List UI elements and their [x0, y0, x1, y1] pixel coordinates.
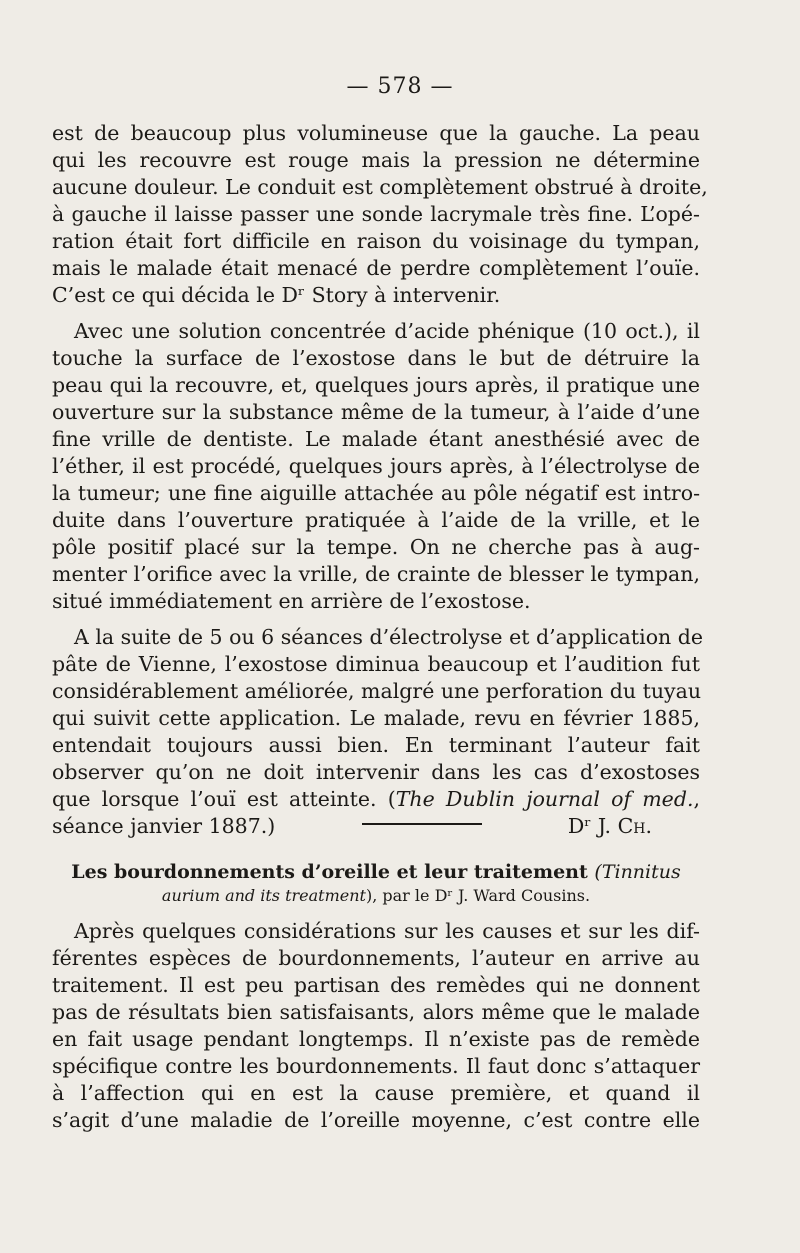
author-signature: Dʳ J. Ch.: [567, 814, 652, 838]
text-line: menter l’orifice avec la vrille, de crainte de blesser le tympan,: [52, 562, 700, 586]
article-heading: [52, 860, 700, 908]
text-line: qui suivit cette application. Le malade, revu en février 1885,: [52, 706, 700, 730]
article-subtitle-italic: aurium and its treatment: [161, 886, 366, 905]
text-line: férentes espèces de bourdonnements, l’auteur en arrive au: [52, 946, 700, 970]
paragraph-1: [52, 120, 708, 309]
text-line: [52, 786, 700, 813]
text-line: ration était fort difficile en raison du voisinage du tympan,: [52, 229, 700, 253]
text-line: A la suite de 5 ou 6 séances d’électrolyse et d’application de: [74, 625, 704, 649]
text-plain: que lorsque l’ouï est atteinte. (: [52, 787, 396, 811]
text-line: à l’affection qui en est la cause première, et quand il: [52, 1081, 700, 1105]
text-line: situé immédiatement en arrière de l’exostose.: [52, 589, 531, 613]
article-subtitle: [52, 884, 700, 908]
paragraph-4: [52, 918, 700, 1134]
citation-date: séance janvier 1887.): [52, 814, 276, 838]
text-line: considérablement améliorée, malgré une perforation du tuyau: [52, 679, 702, 703]
text-line: observer qu’on ne doit intervenir dans les cas d’exostoses: [52, 760, 700, 784]
signature-line: [52, 813, 700, 840]
text-line: en fait usage pendant longtemps. Il n’existe pas de remède: [52, 1027, 700, 1051]
text-line: qui les recouvre est rouge mais la pression ne détermine: [52, 148, 700, 172]
text-line: l’éther, il est procédé, quelques jours après, à l’électrolyse de: [52, 454, 700, 478]
text-plain: ,: [693, 787, 700, 811]
text-line: ouverture sur la substance même de la tumeur, à l’aide d’une: [52, 400, 700, 424]
text-line: entendait toujours aussi bien. En terminant l’auteur fait: [52, 733, 700, 757]
text-line: Avec une solution concentrée d’acide phénique (10 oct.), il: [74, 319, 700, 343]
text-line: s’agit d’une maladie de l’oreille moyenne, c’est contre elle: [52, 1108, 700, 1132]
text-line: pôle positif placé sur la tempe. On ne cherche pas à aug-: [52, 535, 700, 559]
text-line: touche la surface de l’exostose dans le but de détruire la: [52, 346, 700, 370]
text-line: pâte de Vienne, l’exostose diminua beaucoup et l’audition fut: [52, 652, 700, 676]
text-line: spécifique contre les bourdonnements. Il faut donc s’attaquer: [52, 1054, 700, 1078]
text-line: la tumeur; une fine aiguille attachée au pôle négatif est intro-: [52, 481, 700, 505]
text-line: est de beaucoup plus volumineuse que la gauche. La peau: [52, 121, 700, 145]
text-line: mais le malade était menacé de perdre complètement l’ouïe.: [52, 256, 700, 280]
text-line: C’est ce qui décida le Dʳ Story à intervenir.: [52, 283, 501, 307]
paragraph-3: [52, 624, 704, 840]
separator-rule: [362, 823, 482, 825]
text-line: aucune douleur. Le conduit est complètement obstrué à droite,: [52, 175, 708, 199]
article-title: [52, 860, 700, 884]
page-number: — 578 —: [346, 74, 454, 99]
text-line: fine vrille de dentiste. Le malade étant anesthésié avec de: [52, 427, 700, 451]
text-line: pas de résultats bien satisfaisants, alors même que le malade: [52, 1000, 700, 1024]
article-title-bold: Les bourdonnements d’oreille et leur traitement: [71, 861, 588, 883]
paragraph-2: [52, 318, 700, 615]
article-title-italic: (Tinnitus: [594, 861, 681, 883]
text-line: duite dans l’ouverture pratiquée à l’aide de la vrille, et le: [52, 508, 700, 532]
text-line: peau qui la recouvre, et, quelques jours après, il pratique une: [52, 373, 700, 397]
journal-citation: The Dublin journal of med.: [395, 787, 694, 811]
article-author: ), par le Dʳ J. Ward Cousins.: [365, 886, 591, 905]
text-line: Après quelques considérations sur les causes et sur les dif-: [74, 919, 700, 943]
text-line: traitement. Il est peu partisan des remèdes qui ne donnent: [52, 973, 700, 997]
text-line: à gauche il laisse passer une sonde lacrymale très fine. L’opé-: [52, 202, 700, 226]
